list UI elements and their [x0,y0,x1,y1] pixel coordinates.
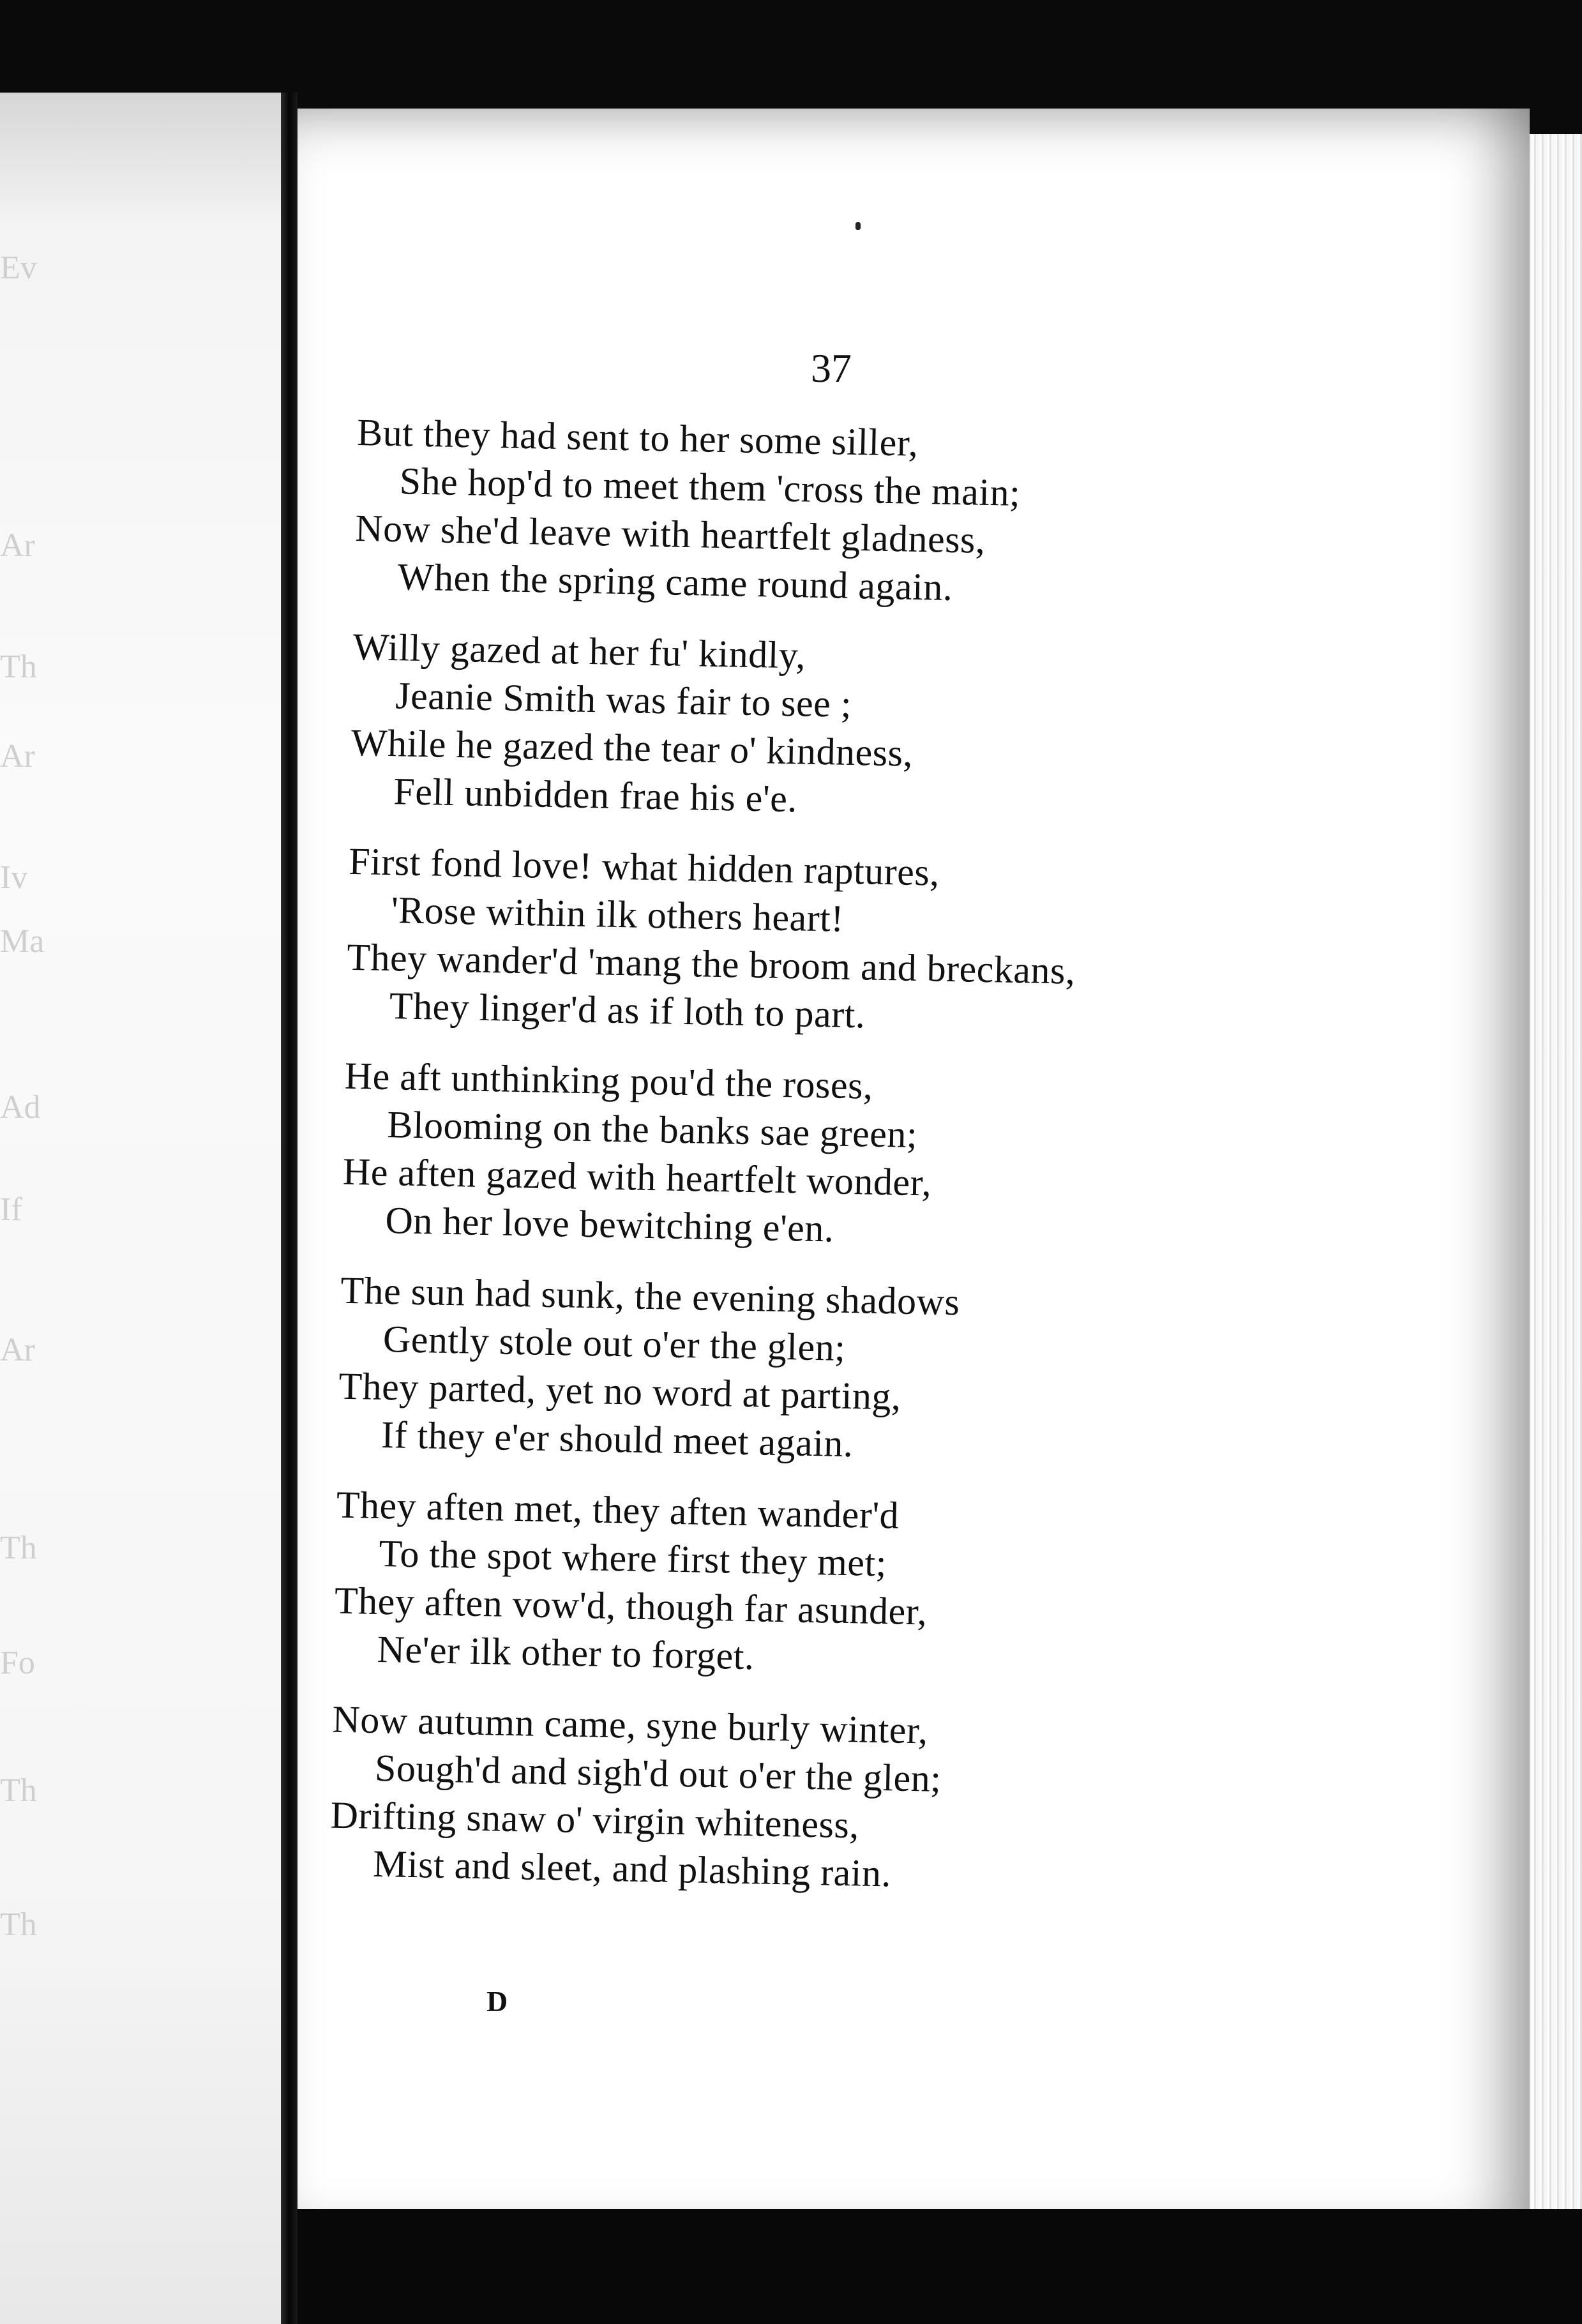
left-page-ghost-text: Ma [0,923,45,960]
stanza [350,623,1375,834]
poem-line: Gently stole out o'er the glen; [382,1318,847,1369]
poem-line: The sun had sunk, the evening shadows [340,1269,960,1324]
page-edge-stack [1530,134,1582,2209]
left-page-ghost-text: Ar [0,1332,35,1368]
left-page-ghost-text: Th [0,1530,37,1566]
left-page-ghost-text: Ad [0,1089,41,1126]
poem-line: If they e'er should meet again. [380,1414,854,1465]
poem-line: They wander'd 'mang the broom and breckans, [346,935,1076,992]
stanza [342,1052,1366,1264]
poem-line: Mist and sleet, and plashing rain. [372,1842,892,1895]
poem-line: 'Rose within ilk others heart! [391,889,845,940]
left-page-ghost-text: Ar [0,738,35,774]
left-page-ghost-text: Th [0,1772,37,1809]
poem-line: Drifting snaw o' virgin whiteness, [330,1793,860,1846]
left-page-ghost-text: If [0,1191,22,1228]
ink-speck [855,222,861,230]
left-page-ghost-text: Iv [0,859,28,896]
poem-line: Sough'd and sigh'd out o'er the glen; [374,1746,942,1800]
left-page-ghost-text: Th [0,1906,37,1943]
poem-line: They aften met, they aften wander'd [336,1483,900,1537]
scan-background [298,2209,1582,2324]
poem-line: They aften vow'd, though far asunder, [334,1579,928,1633]
poem-line: She hop'd to meet them 'cross the main; [399,460,1021,514]
poem-line: They parted, yet no word at parting, [338,1364,902,1418]
poem-line: Ne'er ilk other to forget. [377,1627,755,1678]
stanza [354,409,1378,620]
poem-line: Jeanie Smith was fair to see ; [395,674,852,725]
poem-line: Now she'd leave with heartfelt gladness, [354,506,986,561]
poem-line: To the spot where first they met; [378,1532,887,1585]
poem-line: But they had sent to her some siller, [356,411,919,464]
poem-line: Fell unbidden frae his e'e. [393,770,798,820]
poem-line: They linger'd as if loth to part. [389,985,866,1036]
poem-body [329,409,1379,1929]
poem-line: He aften gazed with heartfelt wonder, [342,1150,932,1204]
poem-line: He aft unthinking pou'd the roses, [344,1054,874,1107]
book-gutter [281,93,298,2324]
left-page-ghost-text: Th [0,649,37,685]
left-page [0,93,281,2324]
poem-line: First fond love! what hidden raptures, [348,840,940,894]
stanza [333,1481,1358,1693]
poem-line: While he gazed the tear o' kindness, [350,721,914,774]
left-page-ghost-text: Ar [0,527,35,564]
page-number: 37 [811,345,852,391]
poem-line: When the spring came round again. [397,555,953,608]
left-page-ghost-text: Ev [0,250,37,286]
stanza [345,838,1370,1049]
poem-line: Blooming on the banks sae green; [386,1103,918,1156]
poem-line: Now autumn came, syne burly winter, [331,1698,929,1752]
stanza [329,1696,1354,1907]
left-page-ghost-text: Fo [0,1645,35,1681]
poem-line: On her love bewitching e'en. [384,1199,835,1250]
poem-line: Willy gazed at her fu' kindly, [352,625,806,677]
stanza [337,1267,1362,1478]
signature-mark: D [486,1985,508,2018]
